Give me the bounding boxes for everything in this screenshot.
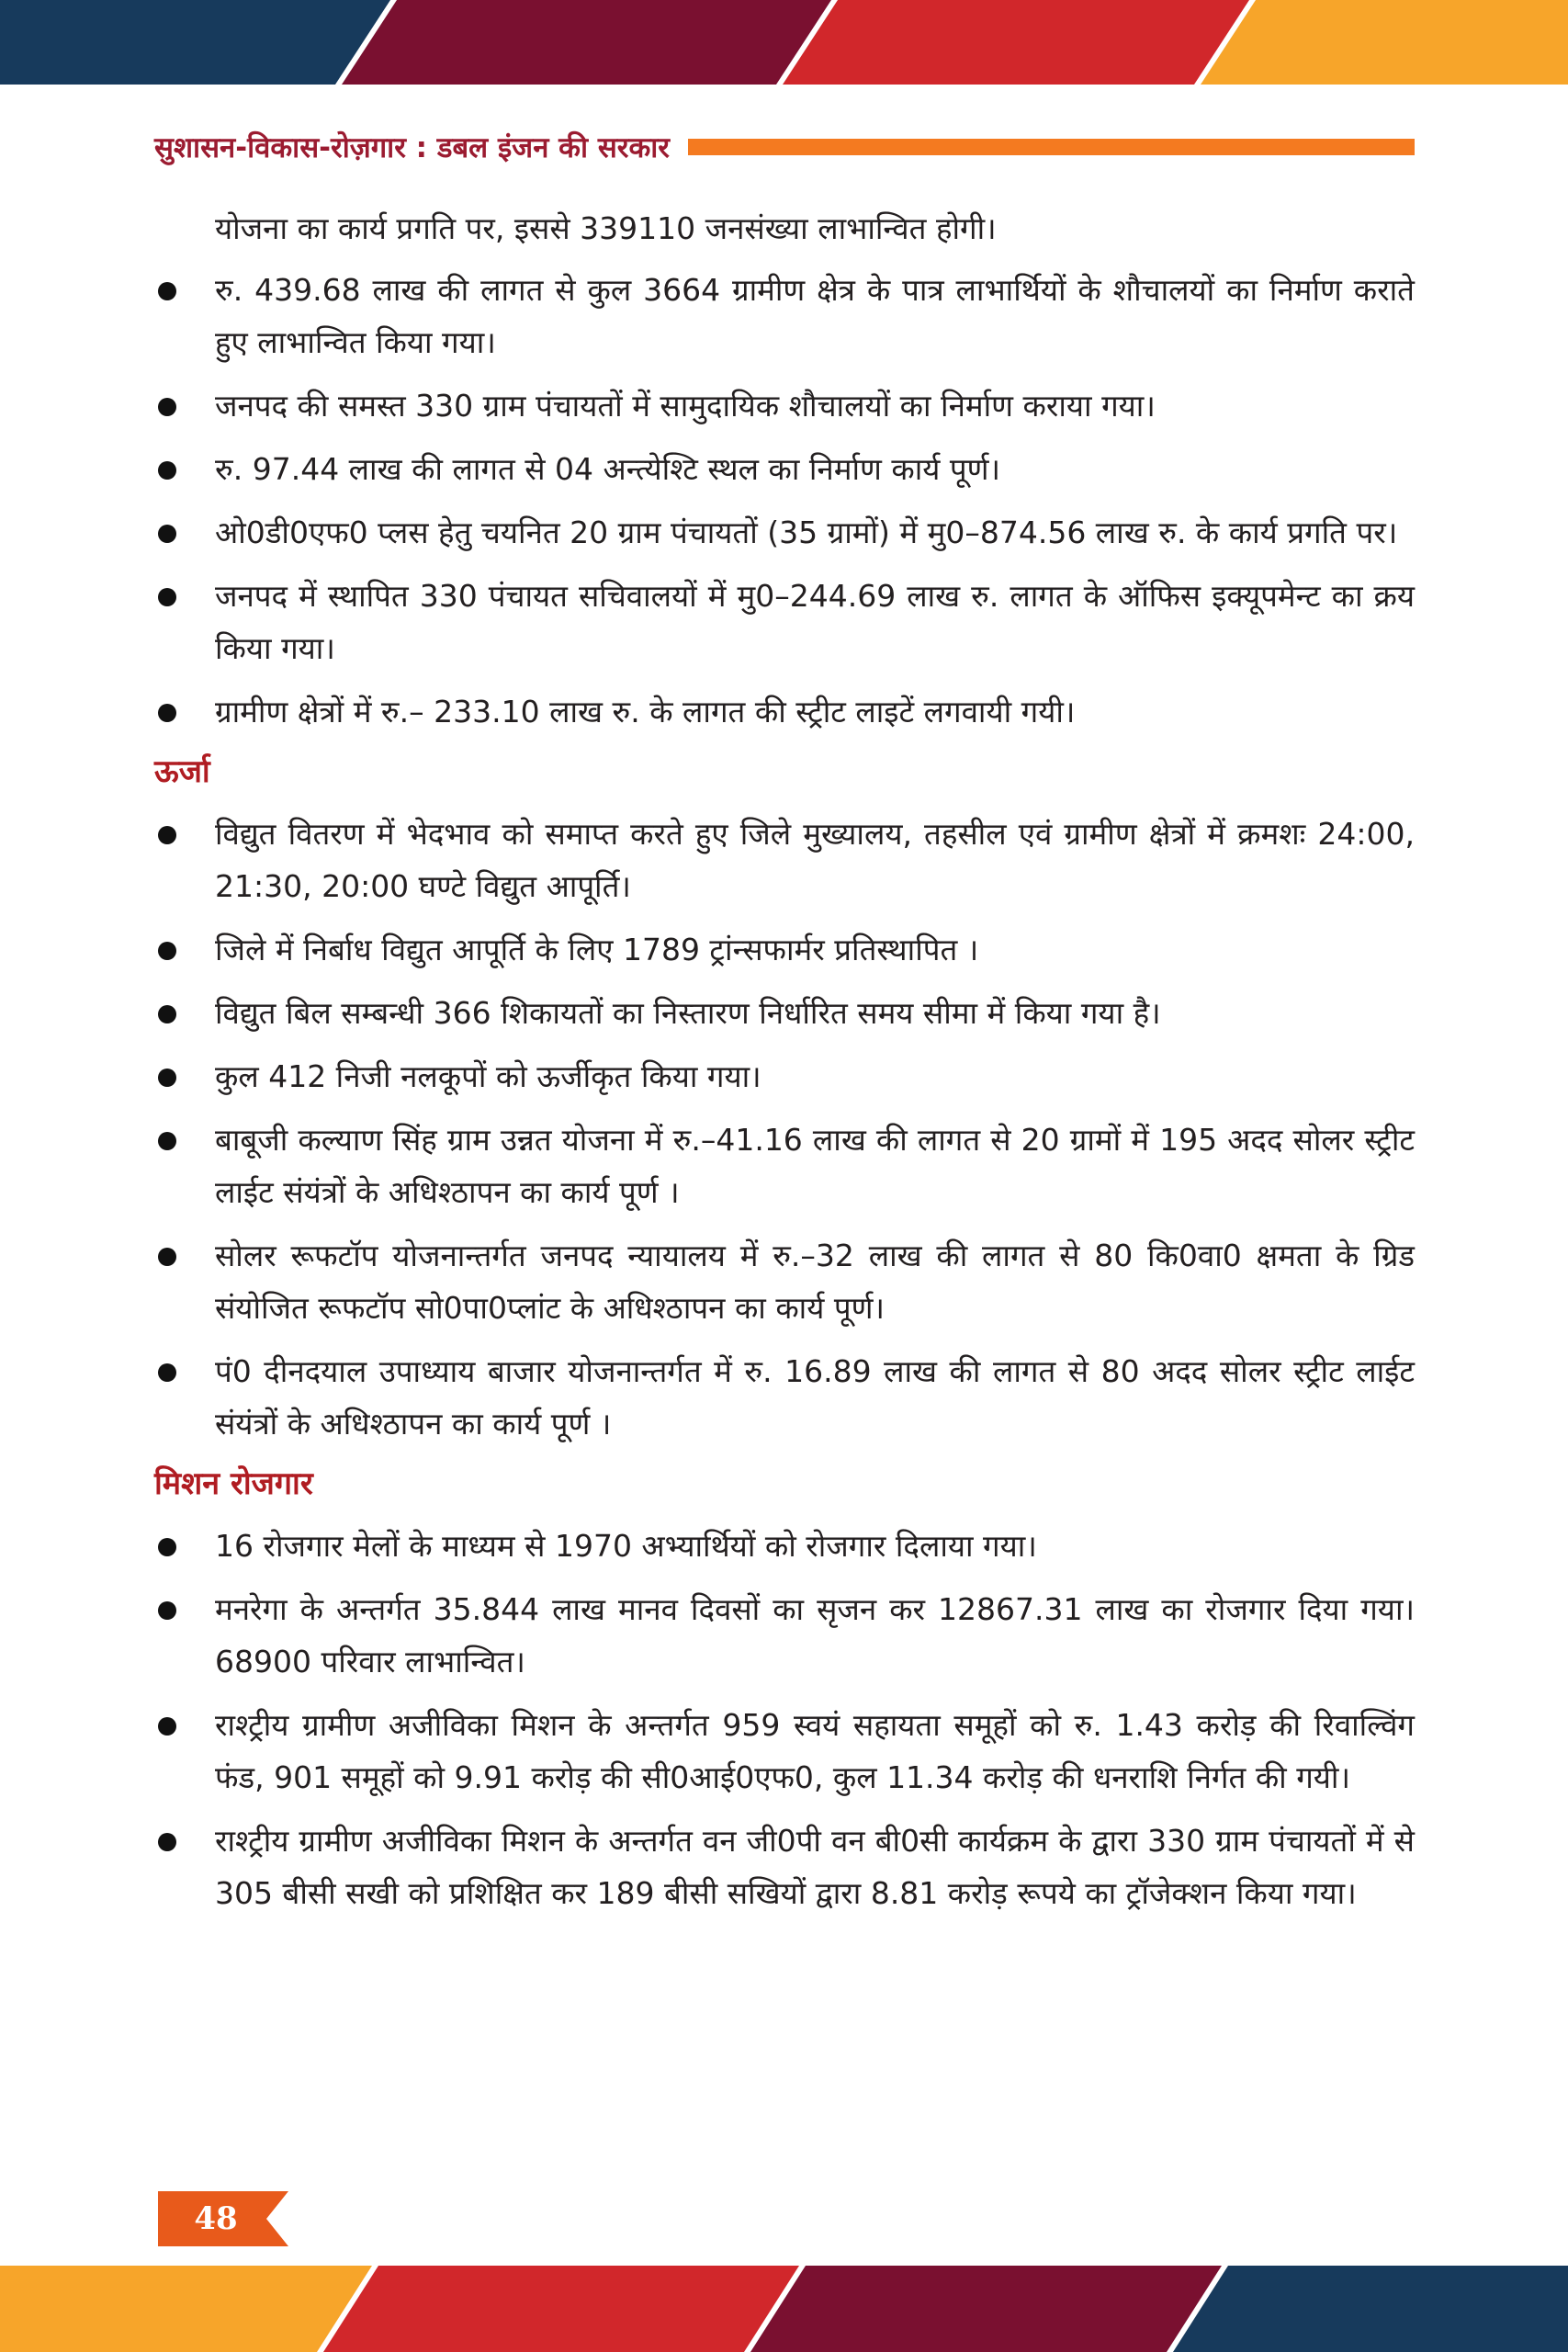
bullet-item xyxy=(154,808,1415,912)
bottom-band-maroon xyxy=(750,2266,1222,2352)
bullet-text: पं0 दीनदयाल उपाध्याय बाजार योजनान्तर्गत में रु. 16.89 लाख की लागत से 80 अदद सोलर स्ट्रीट लाईट संयंत्रों के अधिश्ठापन का कार्य पूर्ण । xyxy=(215,1353,1415,1442)
bullet-text: मनरेगा के अन्तर्गत 35.844 लाख मानव दिवसों का सृजन कर 12867.31 लाख का रोजगार दिया गया। 68900 परिवार लाभान्वित। xyxy=(215,1591,1415,1679)
bottom-band-navy xyxy=(1173,2266,1568,2352)
bullet-text: जनपद में स्थापित 330 पंचायत सचिवालयों में मु0–244.69 लाख रु. लागत के ऑफिस इक्यूपमेन्ट का क्रय किया गया। xyxy=(215,578,1415,666)
bottom-band-orange xyxy=(0,2266,372,2352)
bullet-text: रु. 97.44 लाख की लागत से 04 अन्त्येश्टि स्थल का निर्माण कार्य पूर्ण। xyxy=(215,451,1000,487)
top-band-maroon xyxy=(342,0,831,85)
bullet-dot-icon xyxy=(158,942,176,960)
bullet-text: राश्ट्रीय ग्रामीण अजीविका मिशन के अन्तर्गत वन जी0पी वन बी0सी कार्यक्रम के द्वारा 330 ग्राम पंचायतों में से 305 बीसी सखी को प्रशिक्षित कर 189 बीसी सखियों द्वारा 8.81 करोड़ रूपये का ट्रॉजेक्शन किया गया। xyxy=(215,1823,1415,1911)
top-band-orange xyxy=(1201,0,1568,85)
bullet-item xyxy=(154,1229,1415,1334)
page-number: 48 xyxy=(194,2200,238,2237)
bullet-text: ग्रामीण क्षेत्रों में रु.– 233.10 लाख रु. के लागत की स्ट्रीट लाइटें लगवायी गयी। xyxy=(215,694,1076,729)
bullet-item xyxy=(154,1114,1415,1218)
bullet-dot-icon xyxy=(158,1601,176,1620)
bullet-text: जिले में निर्बाध विद्युत आपूर्ति के लिए 1789 ट्रांन्सफार्मर प्रतिस्थापित । xyxy=(215,932,979,967)
bullet-text: विद्युत बिल सम्बन्धी 366 शिकायतों का निस्तारण निर्धारित समय सीमा में किया गया है। xyxy=(215,995,1161,1031)
bullet-text: बाबूजी कल्याण सिंह ग्राम उन्नत योजना में रु.–41.16 लाख की लागत से 20 ग्रामों में 195 अदद सोलर स्ट्रीट लाईट संयंत्रों के अधिश्ठापन का कार्य पूर्ण । xyxy=(215,1122,1415,1210)
bullet-text: कुल 412 निजी नलकूपों को ऊर्जीकृत किया गया। xyxy=(215,1058,761,1094)
top-band-red xyxy=(783,0,1249,85)
bullet-item xyxy=(154,264,1415,368)
page-body xyxy=(154,202,1415,1930)
bullet-dot-icon xyxy=(158,1069,176,1087)
bullet-item xyxy=(154,1583,1415,1688)
section-title: ऊर्जा xyxy=(154,753,210,790)
bullet-dot-icon xyxy=(158,1132,176,1150)
bullet-dot-icon xyxy=(158,398,176,416)
bullet-item xyxy=(154,443,1415,495)
header-rule xyxy=(688,139,1415,155)
bullet-text: ओ0डी0एफ0 प्लस हेतु चयनित 20 ग्राम पंचायतों (35 ग्रामों) में मु0–874.56 लाख रु. के कार्य प्रगति पर। xyxy=(215,514,1398,550)
bullet-item xyxy=(154,1050,1415,1102)
bullet-text: 16 रोजगार मेलों के माध्यम से 1970 अभ्यार्थियों को रोजगार दिलाया गया। xyxy=(215,1528,1037,1564)
bullet-item xyxy=(154,570,1415,674)
page-number-tab xyxy=(158,2191,288,2246)
bullet-item xyxy=(154,1345,1415,1450)
header-title: सुशासन-विकास-रोज़गार : डबल इंजन की सरकार xyxy=(154,131,670,164)
bullet-item xyxy=(154,1815,1415,1919)
bullet-dot-icon xyxy=(158,282,176,300)
top-band-navy xyxy=(0,0,390,85)
bullet-dot-icon xyxy=(158,1833,176,1851)
bullet-dot-icon xyxy=(158,1717,176,1736)
bullet-dot-icon xyxy=(158,704,176,722)
intro-line: योजना का कार्य प्रगति पर, इससे 339110 जनसंख्या लाभान्वित होगी। xyxy=(215,210,997,246)
bullet-item xyxy=(154,1520,1415,1572)
bottom-color-band xyxy=(0,2266,1568,2352)
bullet-text: विद्युत वितरण में भेदभाव को समाप्त करते हुए जिले मुख्यालय, तहसील एवं ग्रामीण क्षेत्रों में क्रमशः 24:00, 21:30, 20:00 घण्टे विद्युत आपूर्ति। xyxy=(215,816,1415,904)
bullet-dot-icon xyxy=(158,588,176,606)
top-color-band xyxy=(0,0,1568,85)
bullet-text: राश्ट्रीय ग्रामीण अजीविका मिशन के अन्तर्गत 959 स्वयं सहायता समूहों को रु. 1.43 करोड़ की रिवाल्विंग फंड, 901 समूहों को 9.91 करोड़ की सी0आई0एफ0, कुल 11.34 करोड़ की धनराशि निर्गत की गयी। xyxy=(215,1707,1415,1795)
bullet-dot-icon xyxy=(158,1005,176,1023)
bullet-item xyxy=(154,923,1415,976)
bullet-dot-icon xyxy=(158,461,176,480)
bullet-item xyxy=(154,506,1415,559)
running-header xyxy=(154,127,1415,167)
bullet-dot-icon xyxy=(158,826,176,844)
bullet-item xyxy=(154,685,1415,738)
bullet-text: सोलर रूफटॉप योजनान्तर्गत जनपद न्यायालय में रु.–32 लाख की लागत से 80 कि0वा0 क्षमता के ग्रिड संयोजित रूफटॉप सो0पा0प्लांट के अधिश्ठापन का कार्य पूर्ण। xyxy=(215,1238,1415,1326)
bullet-dot-icon xyxy=(158,525,176,543)
bullet-text: रु. 439.68 लाख की लागत से कुल 3664 ग्रामीण क्षेत्र के पात्र लाभार्थियों के शौचालयों का निर्माण कराते हुए लाभान्वित किया गया। xyxy=(215,272,1415,360)
bullet-dot-icon xyxy=(158,1363,176,1382)
section-title: मिशन रोजगार xyxy=(154,1465,313,1502)
bullet-dot-icon xyxy=(158,1248,176,1266)
bullet-item xyxy=(154,987,1415,1039)
bullet-item xyxy=(154,1699,1415,1804)
bullet-text: जनपद की समस्त 330 ग्राम पंचायतों में सामुदायिक शौचालयों का निर्माण कराया गया। xyxy=(215,388,1156,424)
bottom-band-red xyxy=(323,2266,799,2352)
bullet-dot-icon xyxy=(158,1538,176,1556)
bullet-item xyxy=(154,379,1415,432)
